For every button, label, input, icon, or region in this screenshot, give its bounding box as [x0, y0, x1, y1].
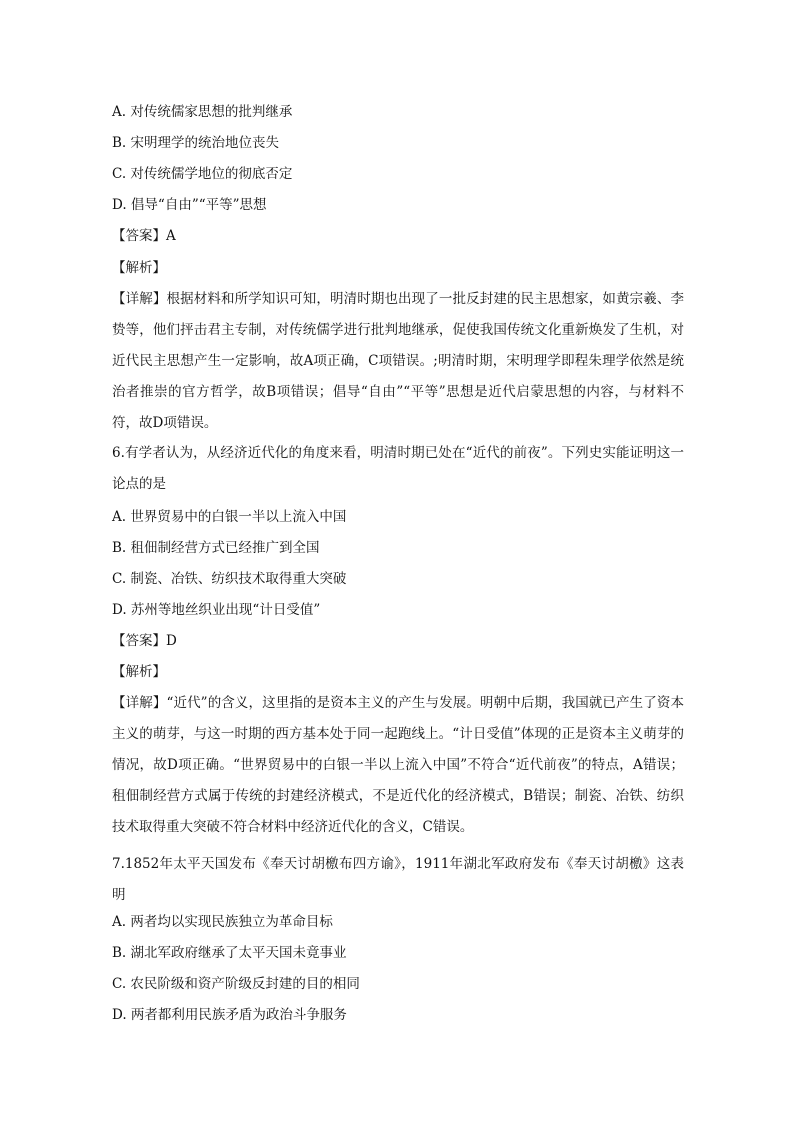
q6-stem: 6.有学者认为，从经济近代化的角度来看，明清时期已处在“近代的前夜”。下列史实能证明这一论点的是: [112, 445, 684, 492]
q6-option-a: A. 世界贸易中的白银一半以上流入中国: [112, 509, 347, 525]
q6-answer: 【答案】D: [112, 633, 177, 649]
q5-analysis-label: 【解析】: [112, 260, 166, 276]
q7-option-d: D. 两者都利用民族矛盾为政治斗争服务: [112, 1007, 347, 1023]
q5-detail: 【详解】根据材料和所学知识可知，明清时期也出现了一批反封建的民主思想家，如黄宗羲、李贽等，他们抨击君主专制，对传统儒学进行批判地继承，促使我国传统文化重新焕发了生机，对近代民主思想产生一定影响，故A项正确，C项错误。;明清时期，宋明理学即程朱理学依然是统治者推崇的官方哲学，故B项错误；倡导“自由”“平等”思想是近代启蒙思想的内容，与材料不符，故D项错误。: [112, 291, 684, 431]
q6-option-b: B. 租佃制经营方式已经推广到全国: [112, 540, 320, 556]
q7-option-a: A. 两者均以实现民族独立为革命目标: [112, 914, 333, 930]
q6-analysis-label: 【解析】: [112, 664, 166, 680]
q6-detail: 【详解】“近代”的含义，这里指的是资本主义的产生与发展。明朝中后期，我国就已产生了资本主义的萌芽，与这一时期的西方基本处于同一起跑线上。“计日受值”体现的正是资本主义萌芽的情况，故D项正确。“世界贸易中的白银一半以上流入中国”不符合“近代前夜”的特点，A错误；租佃制经营方式属于传统的封建经济模式，不是近代化的经济模式，B错误；制瓷、冶铁、纺织技术取得重大突破不符合材料中经济近代化的含义，C错误。: [112, 695, 684, 835]
q5-option-b: B. 宋明理学的统治地位丧失: [112, 135, 280, 151]
q5-option-a: A. 对传统儒家思想的批判继承: [112, 104, 293, 120]
q6-option-d: D. 苏州等地丝织业出现“计日受值”: [112, 602, 321, 618]
q5-answer: 【答案】A: [112, 228, 176, 244]
q7-stem: 7.1852年太平天国发布《奉天讨胡檄布四方谕》，1911年湖北军政府发布《奉天讨胡檄》这表明: [112, 856, 684, 903]
q5-option-d: D. 倡导“自由”“平等”思想: [112, 197, 267, 213]
q7-option-b: B. 湖北军政府继承了太平天国未竟事业: [112, 945, 347, 961]
q6-option-c: C. 制瓷、冶铁、纺织技术取得重大突破: [112, 571, 347, 587]
q7-option-c: C. 农民阶级和资产阶级反封建的目的相同: [112, 976, 360, 992]
q5-option-c: C. 对传统儒学地位的彻底否定: [112, 166, 293, 182]
